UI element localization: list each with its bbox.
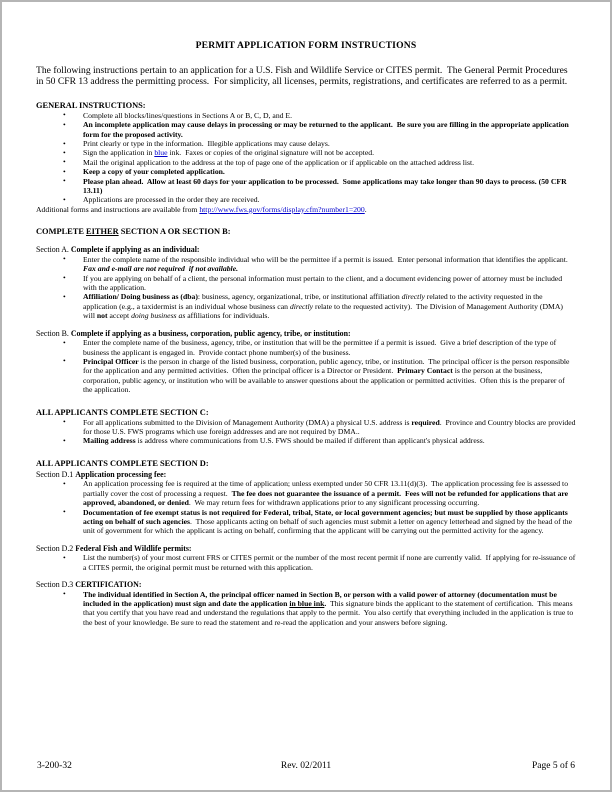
bullet-text [83,167,576,176]
section-heading [36,227,576,237]
bullet-item [36,590,576,628]
bullet-marker: • [63,435,66,445]
text-run: Primary Contact [397,366,453,376]
bullet-list [36,338,576,394]
instruction-blocks [36,101,576,627]
revision-date: Rev. 02/2011 [280,761,332,771]
bullet-text [83,357,576,395]
text-run: EITHER [86,227,119,237]
section-heading [36,101,576,111]
bullet-marker: • [63,478,66,488]
text-run: is the person at the business, corporation, public agency, or institution who will be available to answer questions about the application or permitted activities. Often this is the preparer of the application. [83,366,567,395]
text-run: Federal Fish and Wildlife permits: [75,543,192,553]
text-run: relate to the requested activity). The Division of Management Authority (DMA) will [83,301,565,321]
text-run: Application processing fee: [75,469,167,479]
subsection-heading [36,470,576,480]
bullet-text [83,508,576,536]
text-run: directly [289,301,314,311]
text-run: : business, agency, organizational, tribe, or institutional affiliation [197,292,402,302]
text-run: Enter the complete name of the responsible individual who will be the permittee if a permit is issued. Enter personal information that identifies the applicant. [83,254,572,264]
text-run: not [96,311,108,321]
bullet-item [36,436,576,445]
text-run: . Those applicants acting on behalf of such agencies must submit a letter on agency letterhead and signed by the head of the unit of government for which the applicant is acting on behalf, confirming that the applicant will be carrying out the permitted activity for the agency. [83,516,574,536]
bullet-text [83,338,576,357]
text-run: Affiliation/ Doing business as (dba) [83,292,198,302]
bullet-item [36,292,576,320]
bullet-marker: • [63,138,66,148]
forms-url-link[interactable]: http://www.fws.gov/forms/display.cfm?number1=200 [199,204,365,214]
bullet-marker: • [63,507,66,516]
text-run: is address where communications from U.S. FWS should be mailed if different than applicant's physical address. [135,436,485,446]
text-run: SECTION A OR SECTION B: [118,227,231,237]
text-run: For all applications submitted to the Division of Management Authority (DMA) a physical U.S. address is [83,417,412,427]
bullet-marker: • [63,417,66,427]
bullet-list [36,479,576,535]
bullet-item [36,553,576,572]
text-run: in blue ink [289,598,325,608]
text-run: Section D.1 [36,469,76,479]
text-run: Additional forms and instructions are available from [36,204,200,214]
bullet-marker: • [63,254,66,264]
text-run: List the number(s) of your most current FRS or CITES permit or the number of the most recent permit if none are currently valid. If applying for re-issuance of a CITES permit, the original permit must be returned with this application. [83,553,578,572]
bullet-item [36,111,576,120]
text-run: . Province and Country blocks are provided for those U.S. FWS programs which use foreign addresses and are not required by DMA.. [83,417,578,436]
section-heading [36,408,576,418]
bullet-item [36,274,576,293]
text-run: . [364,204,367,214]
subsection-heading [36,329,576,339]
bullet-text [83,195,576,204]
bullet-item [36,338,576,357]
bullet-marker: • [63,337,66,347]
text-run: Print clearly or type in the information. Illegible applications may cause delays. [83,139,330,149]
text-run: The fee does not guarantee the issuance of a permit. Fees will not be refunded for applications that are approved, abandoned, or denied [83,488,571,508]
text-run: Section D.2 [36,543,76,553]
intro-paragraph: The following instructions pertain to an application for a U.S. Fish and Wildlife Service or CITES permit. The General Permit Procedures in 50 CFR 13 address the permitting process. For simplicity, all licenses, permits, registrations, and certificates are referred to as a permit. [36,65,570,88]
bullet-text [83,418,576,437]
bullet-list [36,255,576,321]
bullet-item [36,158,576,167]
page-title: PERMIT APPLICATION FORM INSTRUCTIONS [195,40,417,51]
bullet-marker: • [63,552,66,562]
bullet-marker: • [63,157,66,167]
text-run: Keep a copy of your completed application. [83,167,225,177]
document-content [2,2,610,627]
page-number: Page 5 of 6 [531,761,575,771]
bullet-marker: • [63,166,66,176]
text-run: directly [401,292,425,302]
bullet-marker: • [63,356,66,366]
bullet-marker: • [63,194,66,204]
bullet-marker: • [63,119,66,129]
text-run: Complete all blocks/lines/questions in Sections A or B, C, D, and E. [83,110,293,120]
bullet-text [83,436,576,445]
text-run: . [324,598,327,608]
bullet-item [36,357,576,395]
subsection-heading [36,580,576,590]
text-run: COMPLETE [36,227,87,237]
text-run: Section B. [36,328,71,338]
blue-ink-word: blue [154,148,168,158]
text-run: ALL APPLICANTS COMPLETE SECTION D: [36,458,209,468]
bullet-item [36,139,576,148]
text-run: If you are applying on behalf of a client, the personal information must pertain to the client, and a document evidencing power of attorney must be included with the application. [83,273,564,292]
text-run: affiliations for individuals. [185,311,270,321]
bullet-marker: • [63,176,66,186]
bullet-item [36,177,576,196]
bullet-item [36,195,576,204]
text-run: ink. Faxes or copies of the original signature will not be accepted. [167,148,374,158]
text-run: CERTIFICATION: [75,580,142,590]
text-run: is the person in charge of the listed business, corporation, public agency, tribe, or institution. The principal officer is the person responsible for the application and any permitted activities. Often the principal officer is a Director or President. [83,356,572,376]
text-run: An incomplete application may cause delays in processing or may be returned to the applicant. Be sure you are filling in the appropriate application form for the proposed activity. [83,120,571,139]
bullet-text [83,148,576,157]
bullet-text [83,139,576,148]
bullet-text [83,274,576,293]
text-run: GENERAL INSTRUCTIONS: [36,100,146,110]
bullet-marker: • [63,589,66,599]
text-run: Complete if applying as an individual: [70,245,200,255]
bullet-marker: • [63,110,66,120]
text-run: Please plan ahead. Allow at least 60 days for your application to be processed. Some applications may take longer than 90 days to process. (50 CFR 13.11) [83,176,569,196]
text-run: Mail the original application to the address at the top of page one of the application or if applicable on the attached address list. [83,157,475,167]
bullet-marker: • [63,291,66,301]
text-run: An application processing fee is required at the time of application; unless exempted under 50 CFR 13.11(d)(3). The application processing fee is assessed to partially cover the cost of processing a request. [83,479,570,498]
text-run: Mailing address [83,436,136,446]
bullet-text [83,255,576,274]
bullet-item [36,479,576,507]
bullet-item [36,167,576,176]
form-number: 3-200-32 [37,761,72,771]
text-run: doing business as [131,311,186,321]
bullet-list [36,553,576,572]
text-run: Complete if applying as a business, corporation, public agency, tribe, or institution: [70,328,351,338]
text-run: Section A. [36,245,71,255]
bullet-list [36,590,576,628]
text-run: Principal Officer [83,356,139,366]
text-run: Enter the complete name of the business, agency, tribe, or institution that will be the permittee if a permit is issued. Give a brief description of the type of business the applicant is engaged in. Provide contact phone number(s) of the business. [83,338,559,357]
text-run: accept [107,311,132,321]
bullet-text [83,177,576,196]
bullet-text [83,111,576,120]
bullet-text [83,590,576,628]
text-run: . We may return fees for withdrawn applications prior to any significant processing occurring. [188,498,480,508]
bullet-item [36,120,576,139]
bullet-text [83,120,576,139]
text-run: ALL APPLICANTS COMPLETE SECTION C: [36,407,209,417]
text-run: Sign the application in [83,148,155,158]
bullet-marker: • [63,147,66,157]
bullet-item [36,148,576,157]
text-run: Documentation of fee exempt status is not required for Federal, tribal, State, or local government agencies; but must be supplied by those applicants acting on behalf of such agencies [83,507,570,526]
subsection-heading [36,245,576,255]
bullet-text [83,158,576,167]
bullet-text [83,553,576,572]
bullet-list [36,418,576,446]
text-run: Section D.3 [36,580,76,590]
text-run: Applications are processed in the order they are received. [83,195,260,205]
bullet-text [83,292,576,320]
text-run: required [411,417,440,427]
bullet-text [83,479,576,507]
bullet-list [36,111,576,205]
bullet-item [36,255,576,274]
bullet-item [36,418,576,437]
bullet-item [36,508,576,536]
text-run: The individual identified in Section A, the principal officer named in Section B, or person with a valid power of attorney (documentation must be included in the application) must sign and date the application [83,589,559,608]
section-heading [36,459,576,469]
text-run: This signature binds the applicant to the statement of certification. This means that you certify that you have read and understand the regulations that apply to the permit. You also certify that everything included in the application is true to the best of your knowledge. Be sure to read the statement and re-read the application and your answers before signing. [83,598,576,627]
text-run: Fax and e-mail are not required if not available. [83,264,239,274]
text-run: related to the activity requested in the application (e.g., a taxidermist is an individual whose business can [83,292,545,311]
subsection-heading [36,544,576,554]
paragraph [36,205,576,214]
bullet-marker: • [63,273,66,283]
